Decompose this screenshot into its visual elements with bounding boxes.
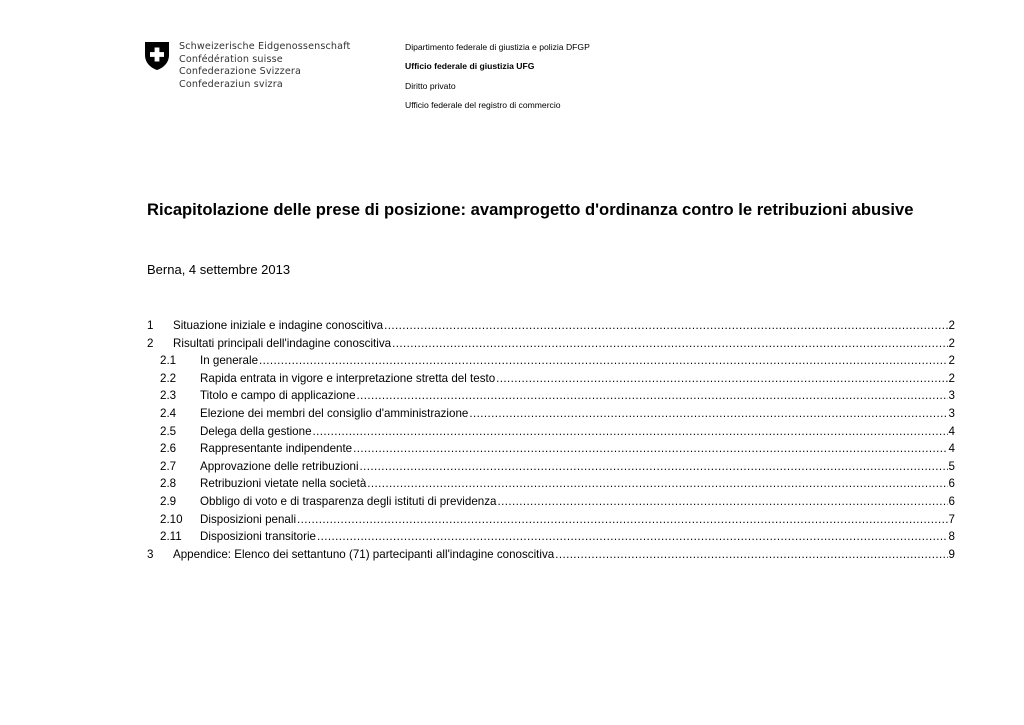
toc-dot-leader xyxy=(384,317,947,335)
toc-entry[interactable] xyxy=(147,405,955,423)
unit-name: Ufficio federale del registro di commercio xyxy=(405,99,561,110)
toc-entry-title: In generale xyxy=(200,354,259,368)
toc-entry-page: 7 xyxy=(948,512,955,526)
toc-dot-leader xyxy=(469,405,947,423)
toc-entry-page: 2 xyxy=(948,371,955,385)
toc-entry-number: 2.4 xyxy=(160,406,177,420)
toc-entry-page: 4 xyxy=(948,424,955,438)
toc-entry-number: 2.7 xyxy=(160,459,177,473)
toc-entry-title: Rapida entrata in vigore e interpretazione stretta del testo xyxy=(200,371,496,385)
toc-entry-page: 2 xyxy=(948,319,955,332)
toc-entry[interactable] xyxy=(147,493,955,511)
toc-entry-page: 5 xyxy=(948,459,955,473)
toc-entry[interactable] xyxy=(147,546,955,564)
department-name: Dipartimento federale di giustizia e polizia DFGP xyxy=(405,42,590,52)
toc-entry[interactable] xyxy=(147,335,955,353)
toc-entry-title: Elezione dei membri del consiglio d'amministrazione xyxy=(200,406,469,420)
toc-entry-number: 2.8 xyxy=(160,477,177,491)
toc-dot-leader xyxy=(317,528,948,546)
toc-dot-leader xyxy=(555,546,947,564)
document-date: Berna, 4 settembre 2013 xyxy=(147,262,291,277)
toc-entry-number: 2.3 xyxy=(160,389,177,403)
division-name: Diritto privato xyxy=(405,80,456,91)
confederation-logo xyxy=(144,41,350,91)
toc-entry-title: Appendice: Elenco dei settantuno (71) partecipanti all'indagine conoscitiva xyxy=(173,547,555,561)
toc-entry[interactable] xyxy=(147,440,955,458)
toc-entry-number: 3 xyxy=(147,547,154,561)
toc-dot-leader xyxy=(353,440,947,458)
toc-dot-leader xyxy=(497,493,947,511)
confederation-names xyxy=(179,41,350,91)
toc-entry[interactable] xyxy=(147,511,955,529)
toc-entry-number: 2.11 xyxy=(160,530,182,544)
toc-entry-page: 8 xyxy=(948,530,955,544)
confederation-name-de: Schweizerische Eidgenossenschaft xyxy=(179,41,351,52)
toc-entry-page: 3 xyxy=(948,389,955,403)
toc-entry-title: Disposizioni penali xyxy=(200,512,297,526)
toc-entry[interactable] xyxy=(147,370,955,388)
toc-entry-number: 2.2 xyxy=(160,371,177,385)
toc-dot-leader xyxy=(357,387,948,405)
toc-entry[interactable] xyxy=(147,458,955,476)
toc-entry-page: 9 xyxy=(948,547,955,561)
toc-dot-leader xyxy=(496,370,947,388)
toc-entry-page: 3 xyxy=(948,406,955,420)
toc-entry[interactable] xyxy=(147,423,955,441)
document-title: Ricapitolazione delle prese di posizione: avamprogetto d'ordinanza contro le retribuzioni abusive xyxy=(147,200,914,219)
toc-entry[interactable] xyxy=(147,387,955,405)
toc-entry-page: 4 xyxy=(948,442,955,456)
toc-entry[interactable] xyxy=(147,475,955,493)
toc-dot-leader xyxy=(313,423,948,441)
confederation-name-fr: Confédération suisse xyxy=(179,53,283,65)
toc-entry[interactable] xyxy=(147,352,955,370)
toc-dot-leader xyxy=(392,335,947,353)
table-of-contents xyxy=(147,317,955,563)
swiss-cross-shield-icon xyxy=(144,41,170,71)
toc-entry-page: 2 xyxy=(948,354,955,368)
toc-entry-title: Disposizioni transitorie xyxy=(200,530,316,544)
toc-dot-leader xyxy=(259,352,948,370)
toc-entry-title: Retribuzioni vietate nella società xyxy=(200,477,367,491)
toc-entry-number: 2.9 xyxy=(160,494,177,508)
toc-entry-title: Approvazione delle retribuzioni xyxy=(200,459,359,473)
toc-entry-title: Situazione iniziale e indagine conoscitiva xyxy=(173,319,384,332)
toc-entry-number: 2.10 xyxy=(160,512,183,526)
toc-dot-leader xyxy=(297,511,948,529)
toc-entry-number: 2.5 xyxy=(160,424,177,438)
toc-entry-page: 6 xyxy=(948,494,955,508)
toc-dot-leader xyxy=(367,475,947,493)
toc-entry-number: 1 xyxy=(147,319,154,332)
toc-entry-title: Obbligo di voto e di trasparenza degli istituti di previdenza xyxy=(200,494,497,508)
toc-entry-number: 2 xyxy=(147,336,154,350)
toc-entry-title: Risultati principali dell'indagine conoscitiva xyxy=(173,336,392,350)
toc-entry-number: 2.6 xyxy=(160,442,177,456)
toc-entry[interactable] xyxy=(147,317,955,335)
confederation-name-rm: Confederaziun svizra xyxy=(179,78,283,90)
toc-entry[interactable] xyxy=(147,528,955,546)
toc-entry-number: 2.1 xyxy=(160,354,177,368)
toc-entry-page: 2 xyxy=(948,336,955,350)
office-name: Ufficio federale di giustizia UFG xyxy=(405,61,535,72)
department-block xyxy=(405,42,590,119)
toc-entry-title: Titolo e campo di applicazione xyxy=(200,389,356,403)
confederation-name-it: Confederazione Svizzera xyxy=(179,66,302,78)
toc-entry-title: Delega della gestione xyxy=(200,424,312,438)
toc-entry-page: 6 xyxy=(948,477,955,491)
toc-entry-title: Rappresentante indipendente xyxy=(200,442,353,456)
toc-dot-leader xyxy=(360,458,948,476)
